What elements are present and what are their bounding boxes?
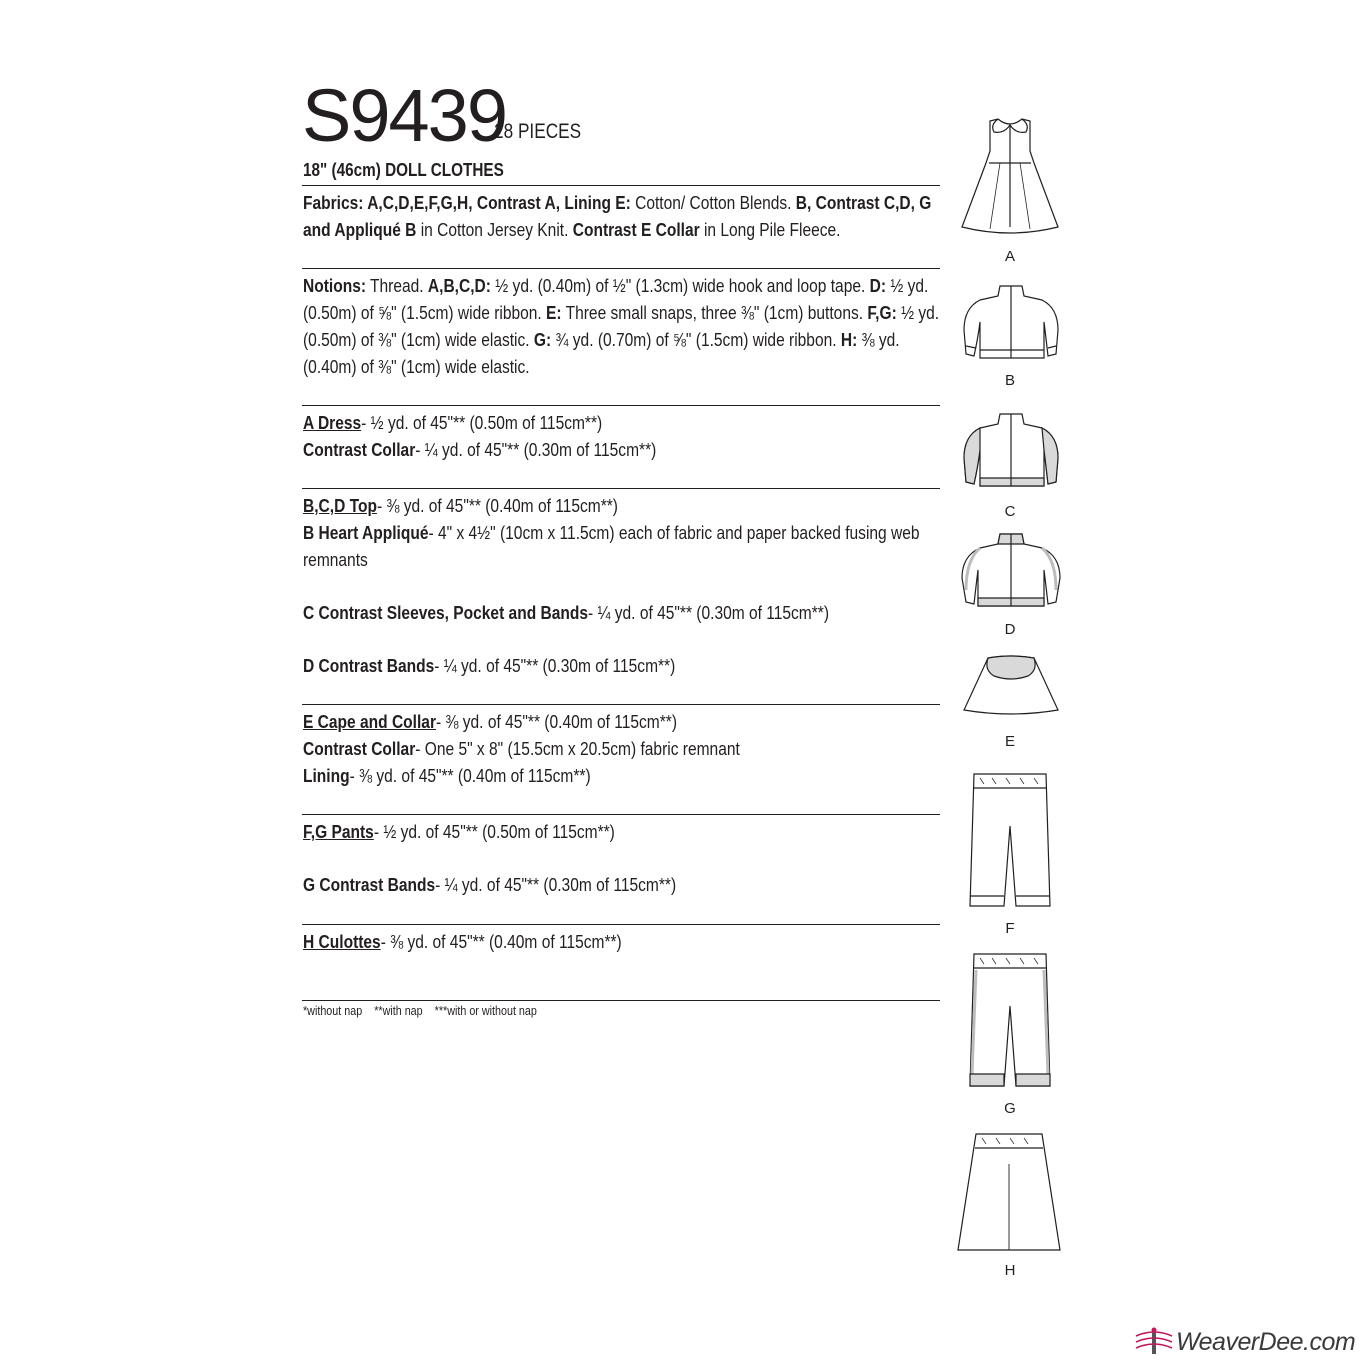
view-b-top-drawing: [958, 282, 1064, 366]
spool-icon: [1132, 1326, 1176, 1358]
divider: [302, 405, 940, 406]
view-label-b: B: [1004, 372, 1015, 389]
view-h-culottes-drawing: [954, 1130, 1064, 1256]
logo-text: WeaverDee.com: [1176, 1327, 1356, 1356]
notions-section: Notions: Thread. A,B,C,D: ½ yd. (0.40m) of ½" (1.3cm) wide hook and loop tape. D: ½ yd. (0.50m) of ⅝" (1.5cm) wide ribbon. E: Three small snaps, three ⅜" (1cm) buttons. F,G: ½ yd. (0.50m) of ⅜" (1cm) wide elastic. G: ¾ yd. (0.70m) of ⅝" (1.5cm) wide ribbon. H: ⅜ yd. (0.40m) of ⅜" (1cm) wide elastic.: [303, 275, 940, 377]
yardage-e: E Cape and Collar- ⅜ yd. of 45"** (0.40m of 115cm**) Contrast Collar- One 5" x 8" (15.5cm x 20.5cm) fabric remnant Lining- ⅜ yd. of 45"** (0.40m of 115cm**): [303, 711, 740, 786]
view-g-pants-drawing: [966, 950, 1054, 1092]
divider: [302, 268, 940, 269]
footnotes: *without nap **with nap ***with or without nap: [303, 1004, 537, 1018]
view-label-f: F: [1005, 920, 1015, 937]
view-label-e: E: [1004, 733, 1015, 750]
view-label-a: A: [1004, 248, 1015, 265]
view-label-c: C: [1004, 503, 1016, 520]
divider: [302, 185, 940, 186]
pattern-subtitle: 18" (46cm) DOLL CLOTHES: [303, 160, 504, 180]
divider: [302, 924, 940, 925]
view-e-cape-drawing: [962, 652, 1060, 718]
yardage-bcd: B,C,D Top- ⅜ yd. of 45"** (0.40m of 115cm**) B Heart Appliqué- 4" x 4½" (10cm x 11.5cm) each of fabric and paper backed fusing web remnants C Contrast Sleeves, Pocket and Bands- ¼ yd. of 45"** (0.30m of 115cm**) D Contrast Bands- ¼ yd. of 45"** (0.30m of 115cm**): [303, 495, 920, 676]
yardage-fg: F,G Pants- ½ yd. of 45"** (0.50m of 115cm**) G Contrast Bands- ¼ yd. of 45"** (0.30m of 115cm**): [303, 821, 677, 895]
yardage-a: A Dress- ½ yd. of 45"** (0.50m of 115cm**) Contrast Collar- ¼ yd. of 45"** (0.30m of 115cm**): [303, 412, 657, 460]
view-c-top-drawing: [958, 410, 1064, 494]
view-label-g: G: [1004, 1100, 1016, 1117]
yardage-h: H Culottes- ⅜ yd. of 45"** (0.40m of 115cm**): [303, 931, 622, 952]
view-label-h: H: [1004, 1262, 1016, 1279]
divider: [302, 814, 940, 815]
fabrics-section: Fabrics: A,C,D,E,F,G,H, Contrast A, Lining E: Cotton/ Cotton Blends. B, Contrast C,D, G and Appliqué B in Cotton Jersey Knit. Contrast E Collar in Long Pile Fleece.: [303, 192, 932, 240]
divider: [302, 1000, 940, 1001]
weaverdee-logo: [1132, 1326, 1355, 1358]
view-d-top-drawing: [956, 530, 1066, 614]
view-a-dress-drawing: [960, 115, 1060, 240]
pattern-number: S9439: [302, 74, 506, 157]
piece-count: 28 PIECES: [494, 120, 582, 143]
divider: [302, 488, 940, 489]
view-label-d: D: [1004, 621, 1016, 638]
view-f-pants-drawing: [966, 770, 1054, 912]
divider: [302, 704, 940, 705]
